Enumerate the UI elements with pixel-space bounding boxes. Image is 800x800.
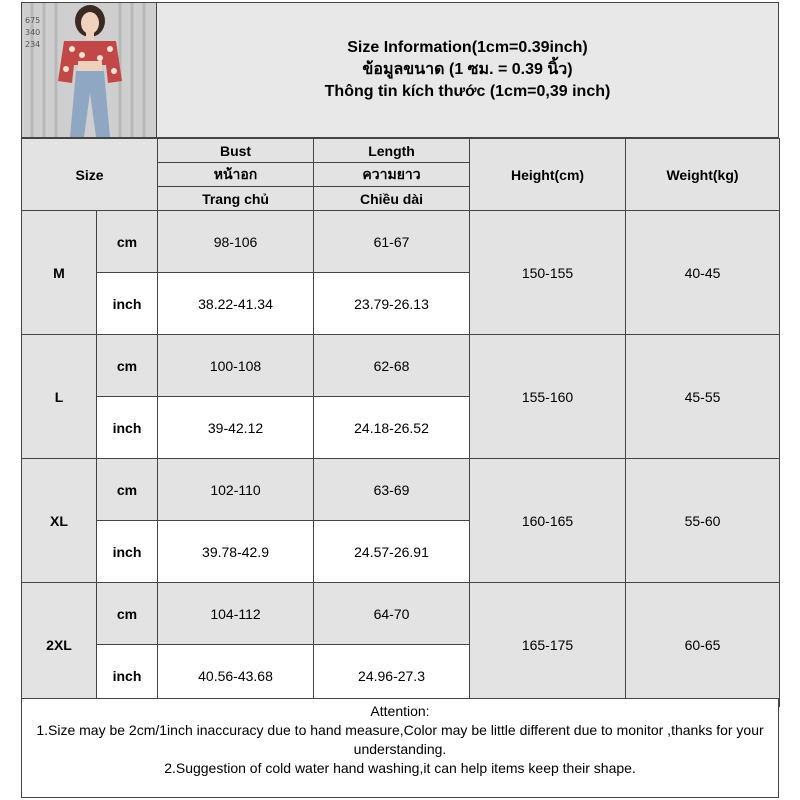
weight-column-header: Weight(kg) [626,139,780,211]
height-value: 160-165 [470,459,626,583]
weight-value: 40-45 [626,211,780,335]
length-inch: 23.79-26.13 [314,273,470,335]
unit-inch: inch [97,645,158,707]
height-value: 165-175 [470,583,626,707]
bust-inch: 39.78-42.9 [158,521,314,583]
size-column-header: Size [22,139,158,211]
length-inch: 24.18-26.52 [314,397,470,459]
attention-note-1: 1.Size may be 2cm/1inch inaccuracy due to hand measure,Color may be little different due to monitor ,thanks for your [36,722,764,738]
svg-text:675: 675 [25,16,41,25]
size-table [21,138,780,707]
bust-header-th: หน้าอก [158,163,314,187]
length-inch: 24.96-27.3 [314,645,470,707]
table-row [22,459,780,521]
attention-note-2: 2.Suggestion of cold water hand washing,it can help items keep their shape. [164,760,636,776]
height-value: 155-160 [470,335,626,459]
length-inch: 24.57-26.91 [314,521,470,583]
size-information-title [157,2,779,138]
size-label-m: M [22,211,97,335]
length-cm: 64-70 [314,583,470,645]
bust-header-vi: Trang chủ [158,187,314,211]
bust-inch: 40.56-43.68 [158,645,314,707]
unit-cm: cm [97,459,158,521]
height-column-header: Height(cm) [470,139,626,211]
weight-value: 55-60 [626,459,780,583]
size-label-xl: XL [22,459,97,583]
bust-inch: 39-42.12 [158,397,314,459]
table-row [22,211,780,273]
svg-text:234: 234 [25,40,41,49]
weight-value: 60-65 [626,583,780,707]
title-thai: ข้อมูลขนาด (1 ซม. = 0.39 นิ้ว) [362,61,573,78]
attention-notes [21,698,779,798]
attention-title: Attention: [370,703,430,719]
bust-header-en: Bust [158,139,314,163]
unit-cm: cm [97,583,158,645]
table-row [22,583,780,645]
length-header-th: ความยาว [314,163,470,187]
model-photo-icon [22,3,156,137]
svg-text:340: 340 [25,28,41,37]
length-cm: 62-68 [314,335,470,397]
model-photo [21,2,157,138]
table-header-row [22,139,780,163]
title-english: Size Information(1cm=0.39inch) [347,39,588,56]
height-value: 150-155 [470,211,626,335]
attention-note-1-cont: understanding. [353,741,447,757]
unit-inch: inch [97,273,158,335]
bust-cm: 104-112 [158,583,314,645]
length-header-en: Length [314,139,470,163]
bust-cm: 102-110 [158,459,314,521]
unit-inch: inch [97,397,158,459]
title-vietnamese: Thông tin kích thước (1cm=0,39 inch) [324,83,611,100]
table-row [22,335,780,397]
bust-cm: 100-108 [158,335,314,397]
weight-value: 45-55 [626,335,780,459]
length-header-vi: Chiều dài [314,187,470,211]
bust-inch: 38.22-41.34 [158,273,314,335]
bust-cm: 98-106 [158,211,314,273]
length-cm: 61-67 [314,211,470,273]
unit-inch: inch [97,521,158,583]
unit-cm: cm [97,211,158,273]
unit-cm: cm [97,335,158,397]
length-cm: 63-69 [314,459,470,521]
size-label-2xl: 2XL [22,583,97,707]
size-label-l: L [22,335,97,459]
